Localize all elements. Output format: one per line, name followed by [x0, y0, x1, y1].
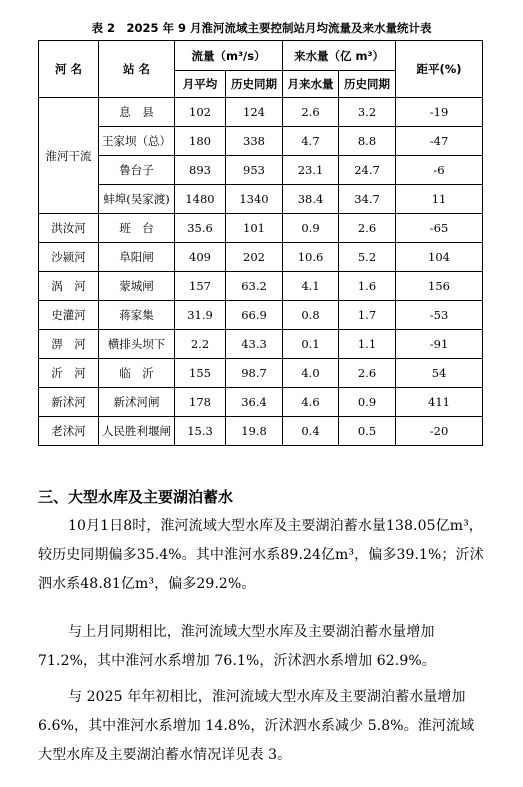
table-row [39, 214, 483, 243]
anomaly-cell: -53 [396, 301, 483, 330]
volume-monthly-cell: 2.6 [283, 98, 339, 127]
header-anomaly: 距平(%) [396, 41, 483, 98]
header-flow-historical: 历史同期 [226, 71, 283, 98]
header-river: 河 名 [39, 41, 99, 98]
anomaly-cell: -19 [396, 98, 483, 127]
river-name-cell: 老沭河 [39, 417, 99, 446]
table-caption: 表 2 2025 年 9 月淮河流域主要控制站月均流量及来水量统计表 [91, 21, 432, 35]
volume-monthly-cell: 4.7 [283, 127, 339, 156]
header-volume-group: 来水量（亿 m³） [283, 41, 396, 71]
flow-monthly-cell: 178 [175, 388, 226, 417]
volume-monthly-cell: 23.1 [283, 156, 339, 185]
header-volume-historical: 历史同期 [339, 71, 396, 98]
volume-monthly-cell: 4.6 [283, 388, 339, 417]
anomaly-cell: -20 [396, 417, 483, 446]
table-row [39, 243, 483, 272]
river-name-cell: 淠 河 [39, 330, 99, 359]
river-name-cell: 沂 河 [39, 359, 99, 388]
volume-historical-cell: 0.9 [339, 388, 396, 417]
flow-monthly-cell: 157 [175, 272, 226, 301]
anomaly-cell: 54 [396, 359, 483, 388]
river-name-cell: 淮河干流 [39, 98, 99, 214]
table-row [39, 388, 483, 417]
flow-historical-cell: 202 [226, 243, 283, 272]
flow-monthly-cell: 35.6 [175, 214, 226, 243]
flow-historical-cell: 36.4 [226, 388, 283, 417]
table-row [39, 330, 483, 359]
flow-historical-cell: 98.7 [226, 359, 283, 388]
flow-historical-cell: 19.8 [226, 417, 283, 446]
anomaly-cell: 11 [396, 185, 483, 214]
volume-monthly-cell: 4.0 [283, 359, 339, 388]
volume-monthly-cell: 0.9 [283, 214, 339, 243]
station-cell: 班 台 [99, 214, 175, 243]
flow-historical-cell: 953 [226, 156, 283, 185]
river-name-cell: 新沭河 [39, 388, 99, 417]
flow-historical-cell: 338 [226, 127, 283, 156]
volume-historical-cell: 3.2 [339, 98, 396, 127]
table-row [39, 98, 483, 127]
flow-monthly-cell: 102 [175, 98, 226, 127]
header-station: 站 名 [99, 41, 175, 98]
station-cell: 临 沂 [99, 359, 175, 388]
volume-historical-cell: 2.6 [339, 214, 396, 243]
volume-historical-cell: 0.5 [339, 417, 396, 446]
volume-historical-cell: 1.6 [339, 272, 396, 301]
anomaly-cell: 411 [396, 388, 483, 417]
river-name-cell: 洪汝河 [39, 214, 99, 243]
station-cell: 王家坝（总） [99, 127, 175, 156]
river-name-cell: 涡 河 [39, 272, 99, 301]
table-row [39, 417, 483, 446]
anomaly-cell: -65 [396, 214, 483, 243]
volume-monthly-cell: 0.4 [283, 417, 339, 446]
volume-historical-cell: 1.1 [339, 330, 396, 359]
table-row [39, 301, 483, 330]
volume-historical-cell: 5.2 [339, 243, 396, 272]
station-cell: 横排头坝下 [99, 330, 175, 359]
paragraph-yearly-comparison: 与 2025 年年初相比，淮河流域大型水库及主要湖泊蓄水量增加6.6%，其中淮河水系增加 14.8%，沂沭泗水系减少 5.8%。淮河流域大型水库及主要湖泊蓄水情况详见表 3。 [38, 689, 475, 763]
table-row [39, 156, 483, 185]
flow-historical-cell: 63.2 [226, 272, 283, 301]
volume-monthly-cell: 0.1 [283, 330, 339, 359]
flow-historical-cell: 66.9 [226, 301, 283, 330]
volume-historical-cell: 1.7 [339, 301, 396, 330]
flow-monthly-cell: 2.2 [175, 330, 226, 359]
section-title: 三、大型水库及主要湖泊蓄水 [38, 488, 234, 506]
river-name-cell: 沙颍河 [39, 243, 99, 272]
table-row [39, 127, 483, 156]
table-row [39, 272, 483, 301]
header-flow-group: 流量（m³/s） [175, 41, 283, 71]
flow-historical-cell: 101 [226, 214, 283, 243]
volume-historical-cell: 2.6 [339, 359, 396, 388]
anomaly-cell: 156 [396, 272, 483, 301]
flow-monthly-cell: 180 [175, 127, 226, 156]
paragraph-monthly-comparison: 与上月同期相比，淮河流域大型水库及主要湖泊蓄水量增加71.2%，其中淮河水系增加 76.1%，沂沭泗水系增加 62.9%。 [38, 624, 436, 669]
flow-statistics-table [38, 40, 483, 446]
anomaly-cell: -91 [396, 330, 483, 359]
station-cell: 人民胜利堰闸 [99, 417, 175, 446]
station-cell: 鲁台子 [99, 156, 175, 185]
flow-historical-cell: 43.3 [226, 330, 283, 359]
station-cell: 蒋家集 [99, 301, 175, 330]
volume-historical-cell: 24.7 [339, 156, 396, 185]
flow-monthly-cell: 155 [175, 359, 226, 388]
flow-monthly-cell: 409 [175, 243, 226, 272]
volume-monthly-cell: 10.6 [283, 243, 339, 272]
paragraph-reservoir-storage: 10月1日8时，淮河流域大型水库及主要湖泊蓄水量138.05亿m³，较历史同期偏多35.4%。其中淮河水系89.24亿m³，偏多39.1%；沂沭泗水系48.81亿m³，偏多29.2%。 [38, 518, 484, 592]
header-volume-monthly: 月来水量 [283, 71, 339, 98]
station-cell: 新沭河闸 [99, 388, 175, 417]
station-cell: 蒙城闸 [99, 272, 175, 301]
anomaly-cell: -6 [396, 156, 483, 185]
flow-monthly-cell: 15.3 [175, 417, 226, 446]
anomaly-cell: 104 [396, 243, 483, 272]
volume-monthly-cell: 4.1 [283, 272, 339, 301]
station-cell: 蚌埠(吴家渡) [99, 185, 175, 214]
station-cell: 阜阳闸 [99, 243, 175, 272]
flow-historical-cell: 124 [226, 98, 283, 127]
volume-monthly-cell: 0.8 [283, 301, 339, 330]
volume-historical-cell: 8.8 [339, 127, 396, 156]
flow-monthly-cell: 1480 [175, 185, 226, 214]
station-cell: 息 县 [99, 98, 175, 127]
anomaly-cell: -47 [396, 127, 483, 156]
volume-historical-cell: 34.7 [339, 185, 396, 214]
header-flow-monthly: 月平均 [175, 71, 226, 98]
flow-monthly-cell: 31.9 [175, 301, 226, 330]
volume-monthly-cell: 38.4 [283, 185, 339, 214]
flow-historical-cell: 1340 [226, 185, 283, 214]
table-row [39, 185, 483, 214]
table-row [39, 359, 483, 388]
flow-monthly-cell: 893 [175, 156, 226, 185]
river-name-cell: 史灌河 [39, 301, 99, 330]
